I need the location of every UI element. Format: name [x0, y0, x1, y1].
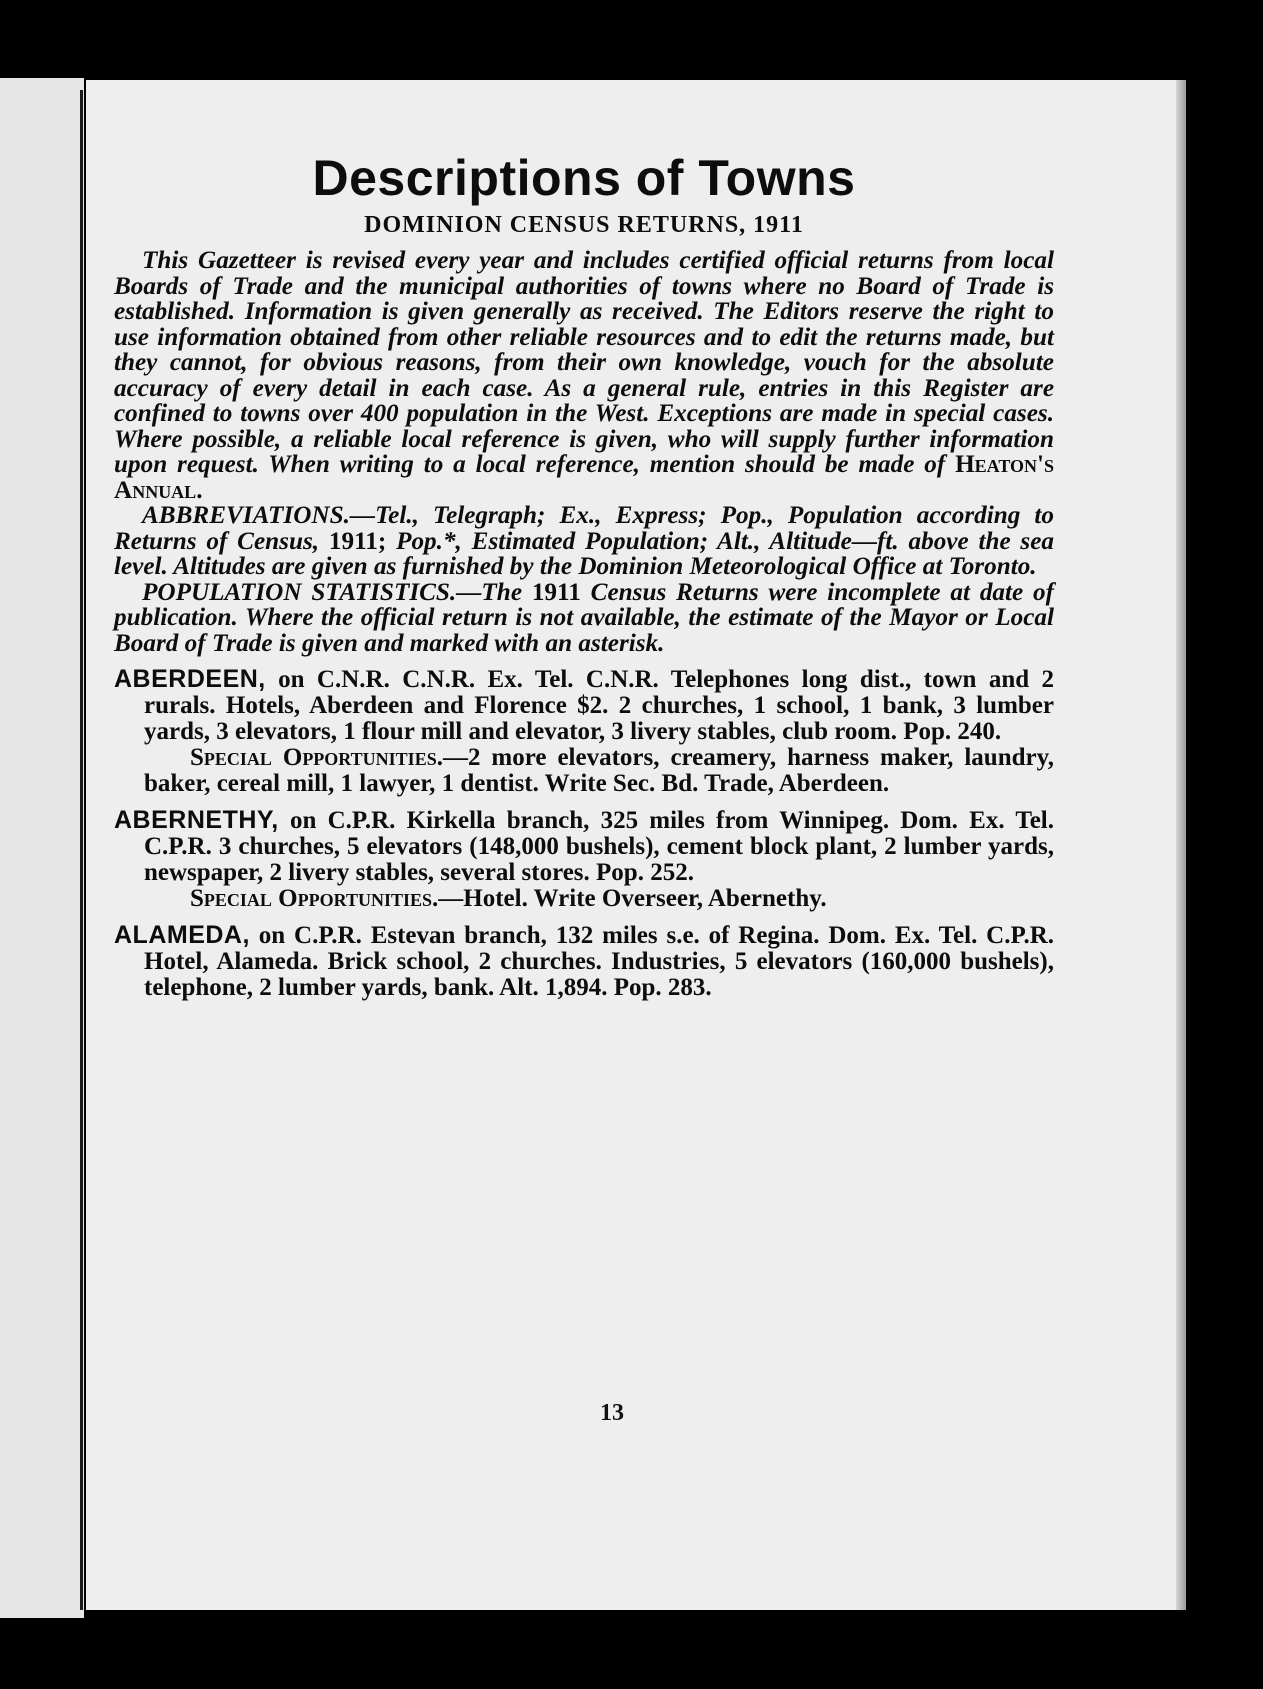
special-opportunities-label: Special Opportunities.	[190, 744, 443, 771]
abbreviations-year: 1911;	[328, 527, 387, 555]
town-name: ALAMEDA,	[114, 921, 250, 949]
town-name: ABERNETHY,	[114, 806, 279, 834]
special-opportunities-text: —2 more elevators, creamery, harness maker, laundry, baker, cereal mill, 1 lawyer, 1 dentist. Write Sec. Bd. Trade, Aberdeen.	[144, 744, 1054, 797]
special-opportunities-abernethy	[114, 886, 1054, 912]
special-opportunities-label: Special Opportunities.	[190, 885, 439, 912]
book-gutter	[80, 90, 83, 1610]
abbreviations-paragraph	[114, 503, 1054, 580]
intro-text: This Gazetteer is revised every year and includes certified official returns from local Boards of Trade and the municipal authorities of towns where no Board of Trade is established. Information is given generally as received. The Editors reserve the right to use information obtained from other reliable resources and to edit the returns made, but they cannot, for obvious reasons, from their own knowledge, vouch for the absolute accuracy of every detail in each case. As a general rule, entries in this Register are confined to towns over 400 population in the West. Exceptions are made in special cases. Where possible, a reliable local reference is given, who will supply further information upon request. When writing to a local reference, mention should be made of	[114, 247, 1054, 478]
town-entry-aberdeen	[114, 666, 1054, 745]
town-description: on C.P.R. Estevan branch, 132 miles s.e. of Regina. Dom. Ex. Tel. C.P.R. Hotel, Alameda. Brick school, 2 churches. Industries, 5 elevators (160,000 bushels), telephone, 2 lumber yards, bank. Alt. 1,894. Pop. 283.	[144, 922, 1054, 1001]
town-name: ABERDEEN,	[114, 665, 266, 693]
page-number: 13	[600, 1400, 624, 1426]
intro-paragraph	[114, 248, 1054, 503]
population-year: 1911	[531, 578, 581, 606]
facing-page-edge	[0, 78, 84, 1618]
town-description: on C.N.R. C.N.R. Ex. Tel. C.N.R. Telephones long dist., town and 2 rurals. Hotels, Aberdeen and Florence $2. 2 churches, 1 school, 1 bank, 3 lumber yards, 3 elevators, 1 flour mill and elevator, 3 livery stables, club room. Pop. 240.	[144, 666, 1055, 745]
page-subtitle: DOMINION CENSUS RETURNS, 1911	[364, 212, 804, 238]
page-edge-shadow	[1176, 80, 1186, 1610]
abbreviations-label: ABBREVIATIONS.—Tel., Telegraph; Ex., Express; Pop., Population according to Returns of Census,	[114, 502, 1054, 555]
abbreviations-rest: Pop.*, Estimated Population; Alt., Altitude—ft. above the sea level. Altitudes are given as furnished by the Dominion Meteorological Office at Toronto.	[114, 527, 1055, 580]
special-opportunities-aberdeen	[114, 745, 1054, 797]
special-opportunities-text: —Hotel. Write Overseer, Abernethy.	[438, 885, 827, 912]
population-rest: Census Returns were incomplete at date of publication. Where the official return is not available, the estimate of the Mayor or Local Board of Trade is given and marked with an asterisk.	[114, 578, 1054, 657]
town-description: on C.P.R. Kirkella branch, 325 miles from Winnipeg. Dom. Ex. Tel. C.P.R. 3 churches, 5 elevators (148,000 bushels), cement block plant, 2 lumber yards, newspaper, 2 livery stables, several stores. Pop. 252.	[144, 807, 1054, 886]
population-label: POPULATION STATISTICS.—The	[142, 578, 522, 606]
town-entry-alameda	[114, 922, 1054, 1001]
town-entry-abernethy	[114, 807, 1054, 886]
intro-annual-name: Heaton's Annual.	[114, 451, 1055, 504]
population-paragraph	[114, 580, 1054, 657]
page-content	[114, 148, 1054, 1001]
page-title: Descriptions of Towns	[312, 150, 856, 206]
